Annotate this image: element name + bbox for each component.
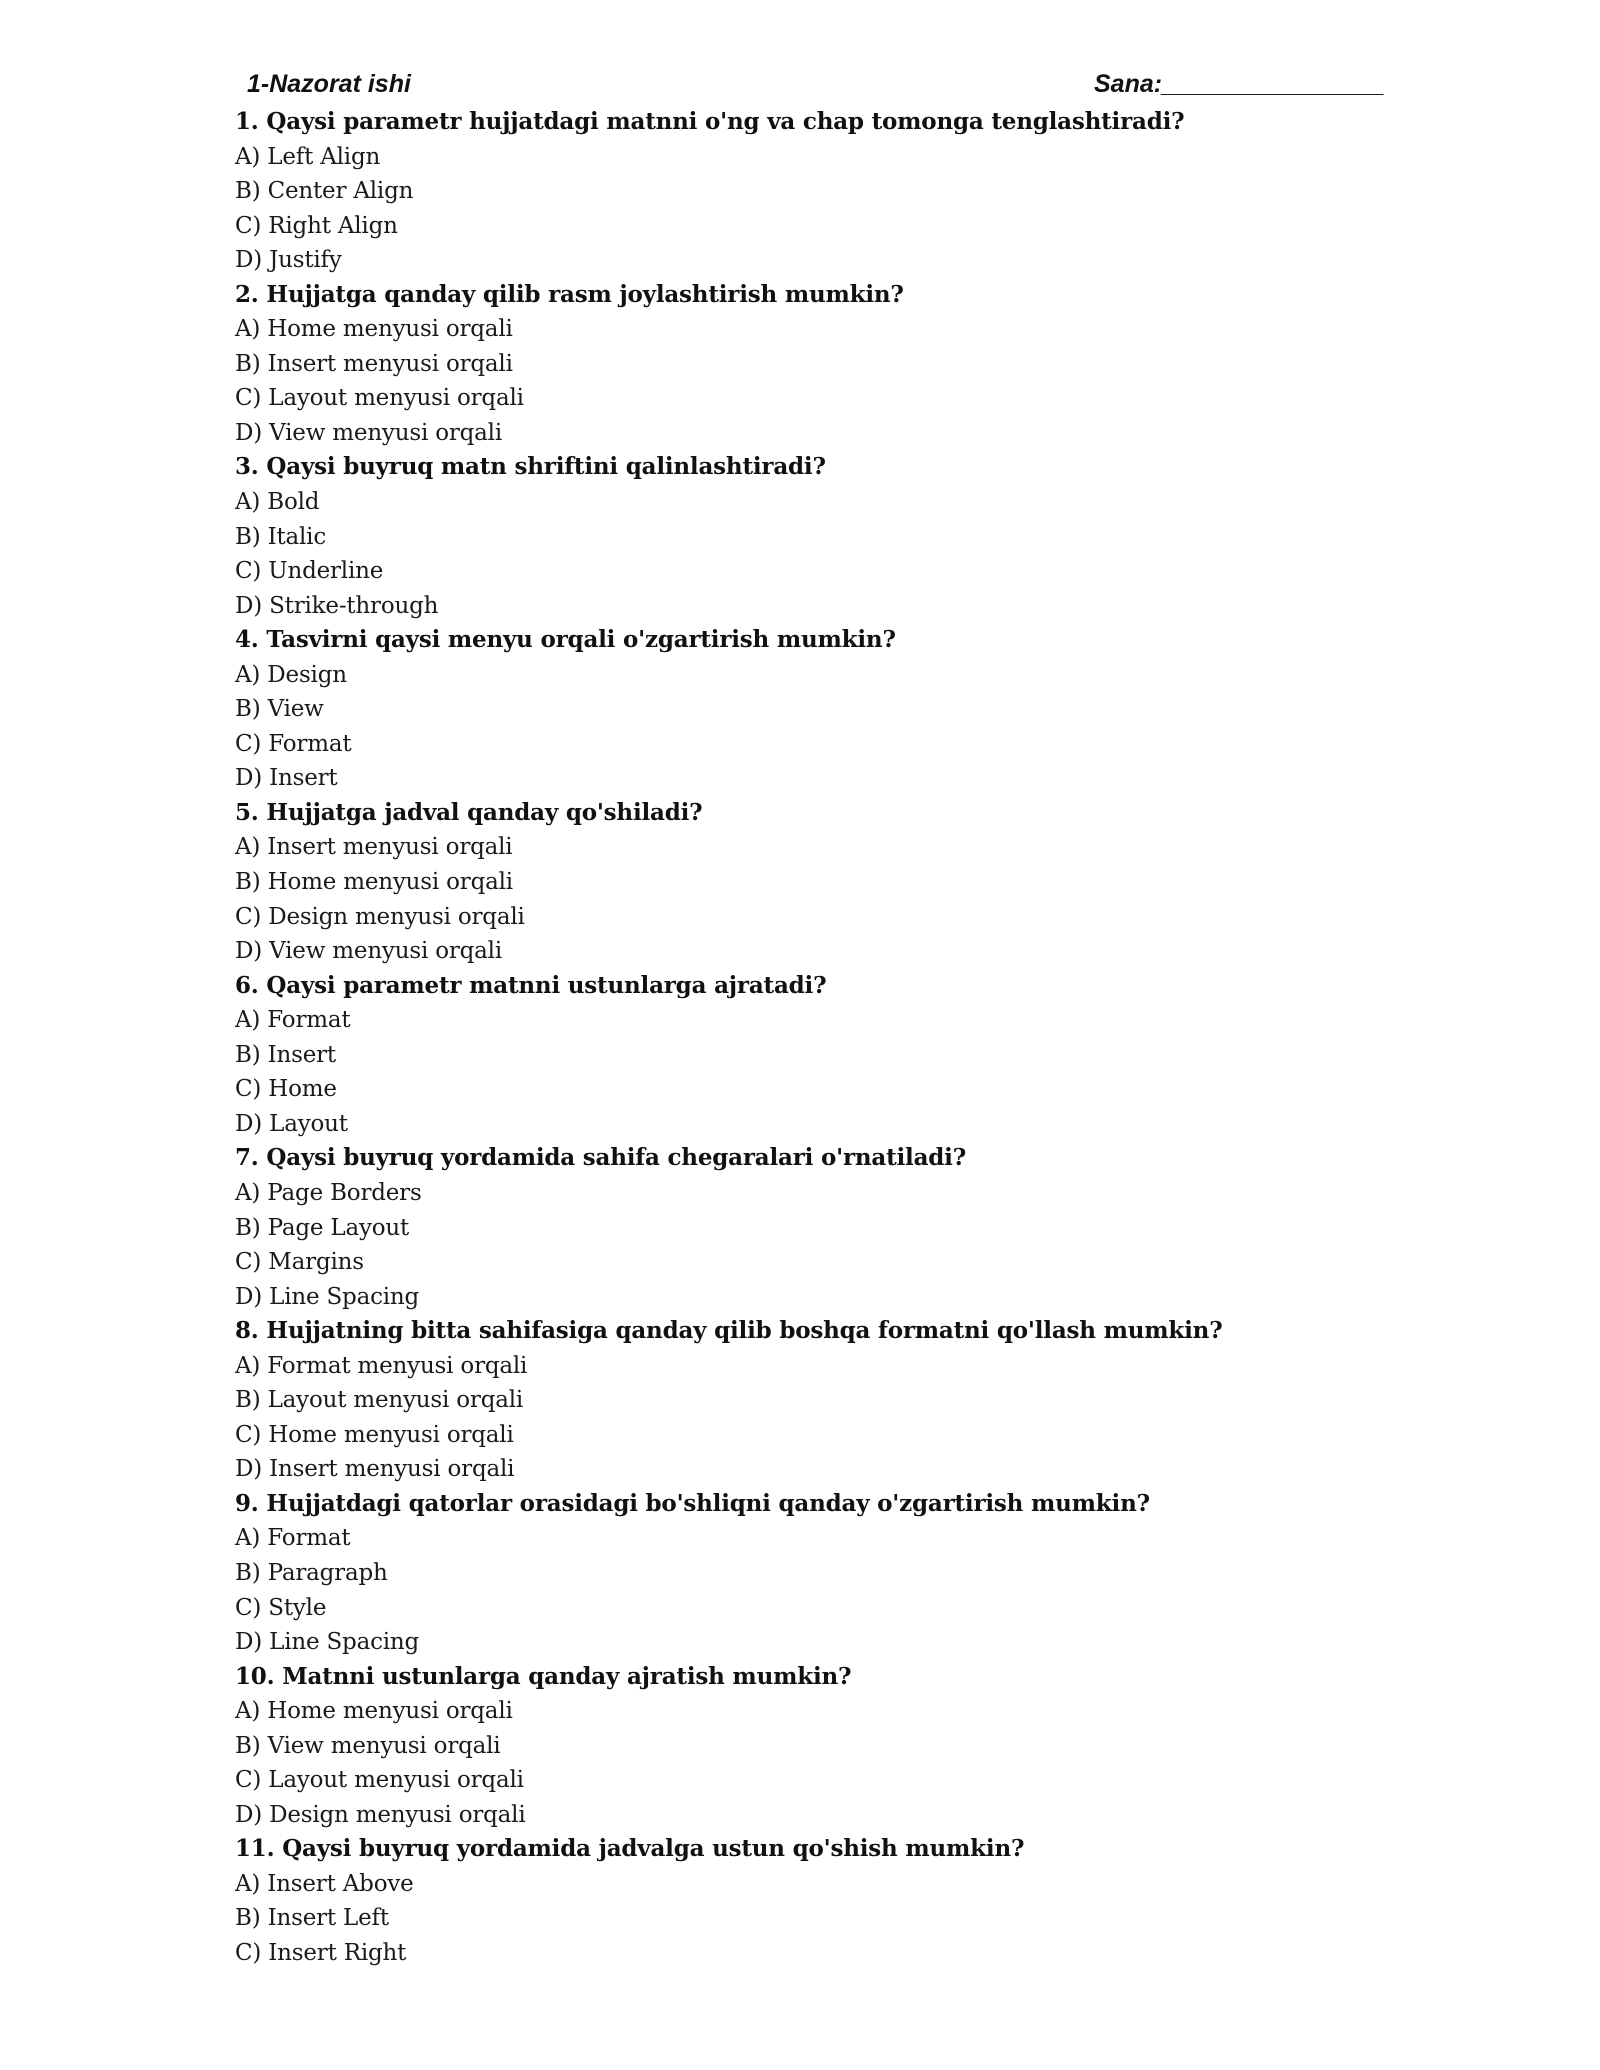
answer-option: A) Home menyusi orqali: [235, 1698, 513, 1725]
answer-option: B) Layout menyusi orqali: [235, 1387, 524, 1414]
answer-option: B) Home menyusi orqali: [235, 869, 513, 896]
question-text: 1. Qaysi parametr hujjatdagi matnni o'ng va chap tomonga tenglashtiradi?: [235, 108, 1185, 135]
answer-option: C) Layout menyusi orqali: [235, 385, 524, 412]
answer-option: D) Line Spacing: [235, 1283, 420, 1310]
answer-option: A) Format: [235, 1525, 351, 1552]
answer-option: B) Insert menyusi orqali: [235, 350, 513, 377]
answer-option: C) Underline: [235, 558, 384, 585]
answer-option: C) Right Align: [235, 212, 398, 239]
answer-option: D) Strike-through: [235, 592, 439, 619]
answer-option: C) Design menyusi orqali: [235, 903, 525, 930]
document-title: 1-Nazorat ishi: [247, 70, 411, 98]
answer-option: C) Home menyusi orqali: [235, 1421, 514, 1448]
answer-option: B) View menyusi orqali: [235, 1732, 501, 1759]
answer-option: D) Design menyusi orqali: [235, 1801, 526, 1828]
question-text: 6. Qaysi parametr matnni ustunlarga ajratadi?: [235, 971, 827, 999]
answer-option: A) Insert Above: [235, 1870, 414, 1897]
question-7: [235, 1141, 1435, 1314]
answer-option: B) Page Layout: [235, 1214, 410, 1241]
question-text: 10. Matnni ustunlarga qanday ajratish mumkin?: [235, 1662, 852, 1690]
question-3: [235, 450, 1435, 623]
answer-option: A) Format menyusi orqali: [235, 1352, 528, 1379]
answer-option: C) Insert Right: [235, 1939, 407, 1966]
question-1: [235, 105, 1435, 278]
question-8: [235, 1314, 1435, 1487]
question-6: [235, 969, 1435, 1142]
answer-option: D) Justify: [235, 247, 342, 274]
answer-option: B) View: [235, 696, 324, 723]
question-text: 7. Qaysi buyruq yordamida sahifa chegaralari o'rnatiladi?: [235, 1144, 966, 1172]
answer-option: A) Left Align: [235, 143, 381, 170]
answer-option: B) Insert Left: [235, 1905, 389, 1932]
answer-option: A) Design: [235, 661, 347, 688]
question-text: 8. Hujjatning bitta sahifasiga qanday qilib boshqa formatni qo'llash mumkin?: [235, 1317, 1223, 1345]
answer-option: B) Paragraph: [235, 1559, 388, 1586]
answer-option: C) Layout menyusi orqali: [235, 1767, 524, 1794]
answer-option: C) Format: [235, 730, 352, 757]
question-5: [235, 796, 1435, 969]
question-text: 5. Hujjatga jadval qanday qo'shiladi?: [235, 798, 703, 826]
date-field: Sana:________________: [1094, 70, 1385, 98]
answer-option: B) Center Align: [235, 178, 414, 205]
question-text: 2. Hujjatga qanday qilib rasm joylashtirish mumkin?: [235, 280, 904, 308]
answer-option: D) Insert: [235, 765, 338, 792]
answer-option: A) Page Borders: [235, 1179, 422, 1206]
answer-option: C) Margins: [235, 1249, 364, 1276]
question-11: [235, 1832, 1435, 1970]
question-text: 3. Qaysi buyruq matn shriftini qalinlashtiradi?: [235, 453, 826, 481]
question-text: 11. Qaysi buyruq yordamida jadvalga ustun qo'shish mumkin?: [235, 1835, 1025, 1863]
question-text: 4. Tasvirni qaysi menyu orqali o'zgartirish mumkin?: [235, 626, 896, 654]
answer-option: A) Insert menyusi orqali: [235, 834, 513, 861]
answer-option: B) Insert: [235, 1041, 336, 1068]
answer-option: A) Home menyusi orqali: [235, 316, 513, 343]
answer-option: A) Format: [235, 1007, 351, 1034]
question-10: [235, 1660, 1435, 1833]
question-list: [235, 105, 1435, 1971]
answer-option: D) Line Spacing: [235, 1629, 420, 1656]
question-9: [235, 1487, 1435, 1660]
answer-option: D) View menyusi orqali: [235, 938, 502, 965]
answer-option: C) Home: [235, 1076, 337, 1103]
question-2: [235, 278, 1435, 451]
question-text: 9. Hujjatdagi qatorlar orasidagi bo'shliqni qanday o'zgartirish mumkin?: [235, 1489, 1150, 1517]
answer-option: B) Italic: [235, 523, 327, 550]
question-4: [235, 623, 1435, 796]
answer-option: D) View menyusi orqali: [235, 419, 502, 446]
answer-option: A) Bold: [235, 489, 320, 516]
answer-option: C) Style: [235, 1594, 327, 1621]
answer-option: D) Layout: [235, 1110, 348, 1137]
document-header: [247, 70, 1385, 110]
answer-option: D) Insert menyusi orqali: [235, 1456, 515, 1483]
